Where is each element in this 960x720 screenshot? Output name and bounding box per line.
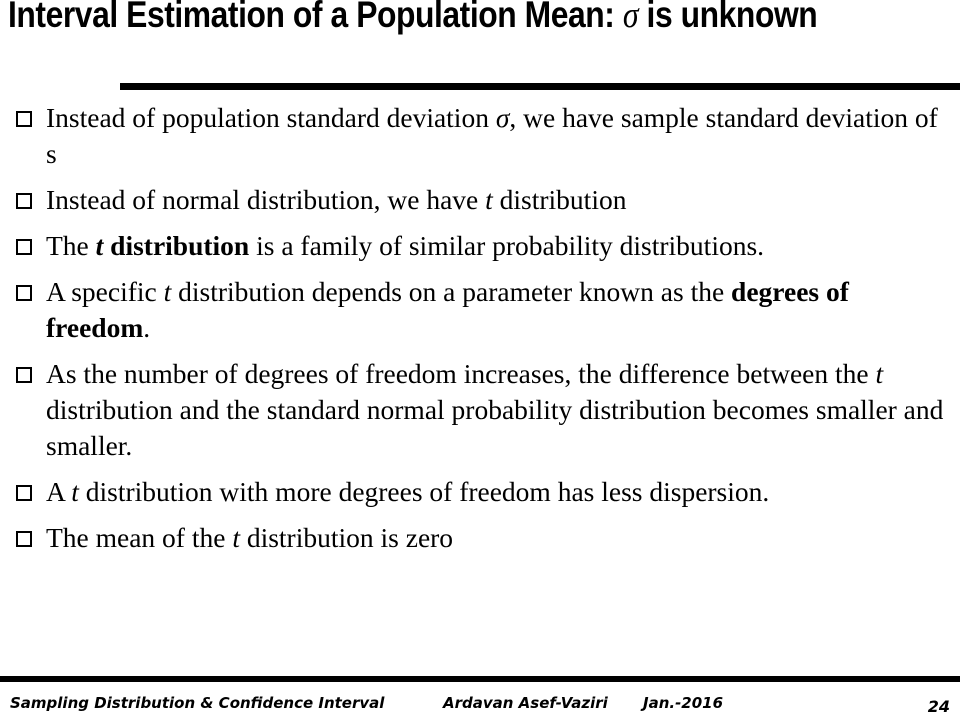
bullet-text: The xyxy=(46,230,96,261)
italic-t: t xyxy=(71,476,79,507)
bullet-text: A specific xyxy=(46,276,164,307)
italic-t: t xyxy=(163,276,172,307)
bullet-text: distribution depends on a parameter known as the xyxy=(171,276,732,307)
square-bullet-icon xyxy=(16,111,32,127)
bullet-text: . xyxy=(143,312,151,343)
bullet-text: As the number of degrees of freedom increases, the difference between the xyxy=(46,358,876,389)
square-bullet-icon xyxy=(16,239,32,255)
bold-italic-t: t xyxy=(95,230,104,261)
bullet-text: Instead of population standard deviation xyxy=(46,102,496,133)
square-bullet-icon xyxy=(16,485,32,501)
bullet-text: distribution and the standard normal probability distribution becomes smaller and smaller. xyxy=(46,394,944,461)
list-item xyxy=(14,520,949,556)
list-item xyxy=(14,100,949,172)
footer-author: Ardavan Asef-Vaziri xyxy=(443,694,608,712)
bullet-text: is a family of similar probability distributions. xyxy=(249,230,765,261)
title-text-end: is unknown xyxy=(638,0,818,35)
page-number: 24 xyxy=(927,697,950,716)
bold-term: distribution xyxy=(103,230,250,261)
slide-title xyxy=(8,0,818,39)
title-sigma-symbol: σ xyxy=(622,0,639,36)
bullet-text: Instead of normal distribution, we have xyxy=(46,184,486,215)
list-item xyxy=(14,182,949,218)
italic-t: t xyxy=(232,522,240,553)
list-item xyxy=(14,474,949,510)
list-item xyxy=(14,228,949,264)
bullet-text: distribution xyxy=(492,184,627,215)
bullet-text: distribution with more degrees of freedom has less dispersion. xyxy=(78,476,770,507)
bullet-text: The mean of the xyxy=(46,522,233,553)
bullet-text: A xyxy=(46,476,72,507)
bullet-text: , we have sample standard deviation of s xyxy=(46,102,938,169)
italic-t: t xyxy=(485,184,493,215)
sigma-symbol: σ xyxy=(495,102,510,133)
footer-date: Jan.-2016 xyxy=(643,694,724,712)
title-underline xyxy=(120,83,960,90)
list-item xyxy=(14,356,949,464)
list-item xyxy=(14,274,949,346)
square-bullet-icon xyxy=(16,285,32,301)
footer-rule xyxy=(0,676,960,682)
square-bullet-icon xyxy=(16,193,32,209)
square-bullet-icon xyxy=(16,367,32,383)
italic-t: t xyxy=(875,358,884,389)
bullet-list xyxy=(14,100,949,566)
bold-term: degrees of freedom xyxy=(46,276,849,343)
title-text: Interval Estimation of a Population Mean: xyxy=(8,0,623,35)
bullet-text: distribution is zero xyxy=(239,522,454,553)
footer-course: Sampling Distribution & Confidence Interval xyxy=(10,694,385,712)
square-bullet-icon xyxy=(16,531,32,547)
